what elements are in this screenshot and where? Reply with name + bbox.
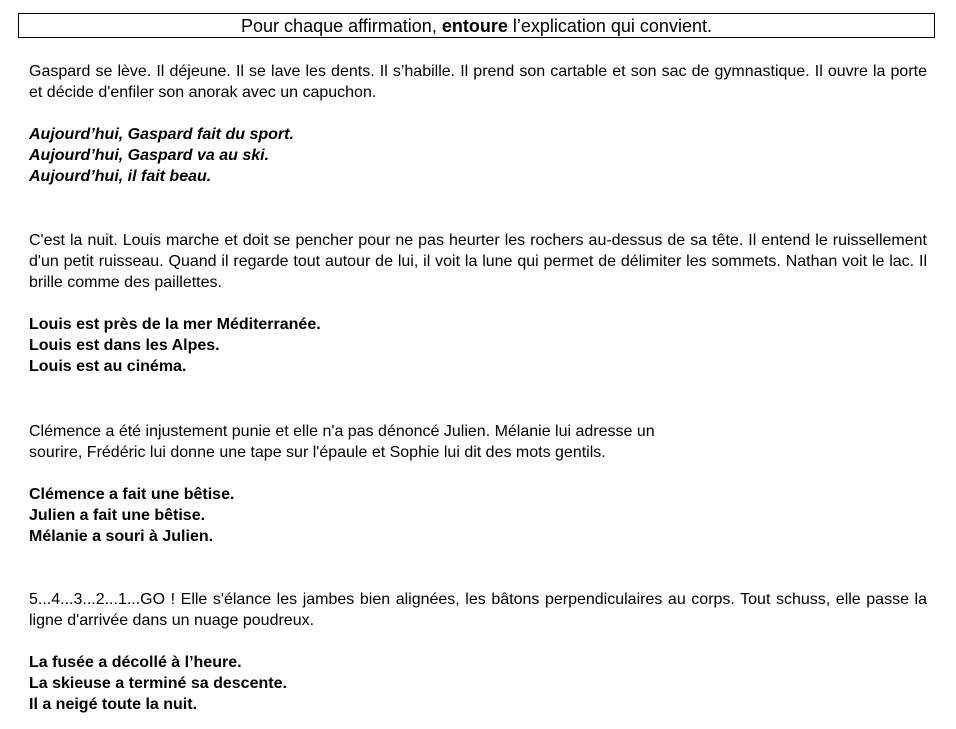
option-item[interactable]: Mélanie a souri à Julien. <box>29 528 214 545</box>
option-item[interactable]: Louis est dans les Alpes. <box>29 337 220 354</box>
instruction-text-after: l’explication qui convient. <box>507 16 712 36</box>
option-item[interactable]: Aujourd’hui, Gaspard fait du sport. <box>29 126 294 143</box>
exercise-2 <box>29 230 927 377</box>
option-list <box>29 124 927 187</box>
option-list <box>29 314 927 377</box>
option-item[interactable]: Louis est près de la mer Méditerranée. <box>29 316 321 333</box>
exercise-1 <box>29 61 927 187</box>
option-list <box>29 484 927 547</box>
option-item[interactable]: La fusée a décollé à l’heure. <box>29 654 242 671</box>
exercise-passage: C'est la nuit. Louis marche et doit se pencher pour ne pas heurter les rochers au-dessus de sa tête. Il entend le ruissellement d'un petit ruisseau. Quand il regarde tout autour de lui, il voit la lune qui permet de délimiter les sommets. Nathan voit le lac. Il brille comme des paillettes. <box>29 232 927 291</box>
exercise-4 <box>29 589 927 715</box>
exercise-passage <box>29 421 927 463</box>
exercise-passage: 5...4...3...2...1...GO ! Elle s'élance les jambes bien alignées, les bâtons perpendiculaires au corps. Tout schuss, elle passe la ligne d'arrivée dans un nuage poudreux. <box>29 591 927 629</box>
option-item[interactable]: Clémence a fait une bêtise. <box>29 486 235 503</box>
exercise-passage: Gaspard se lève. Il déjeune. Il se lave les dents. Il s’habille. Il prend son cartable et son sac de gymnastique. Il ouvre la porte et décide d'enfiler son anorak avec un capuchon. <box>29 63 927 101</box>
passage-line: sourire, Frédéric lui donne une tape sur l'épaule et Sophie lui dit des mots gentils. <box>29 444 606 461</box>
option-item[interactable]: Il a neigé toute la nuit. <box>29 696 198 713</box>
passage-line: Clémence a été injustement punie et elle n'a pas dénoncé Julien. Mélanie lui adresse un <box>29 423 655 440</box>
instruction-box <box>18 13 935 38</box>
option-list <box>29 652 927 715</box>
option-item[interactable]: Julien a fait une bêtise. <box>29 507 206 524</box>
option-item[interactable]: Aujourd’hui, Gaspard va au ski. <box>29 147 270 164</box>
option-item[interactable]: Louis est au cinéma. <box>29 358 187 375</box>
option-item[interactable]: Aujourd’hui, il fait beau. <box>29 168 212 185</box>
option-item[interactable]: La skieuse a terminé sa descente. <box>29 675 287 692</box>
instruction-text-bold: entoure <box>441 16 508 36</box>
exercise-3 <box>29 421 927 547</box>
instruction-text-before: Pour chaque affirmation, <box>241 16 442 36</box>
